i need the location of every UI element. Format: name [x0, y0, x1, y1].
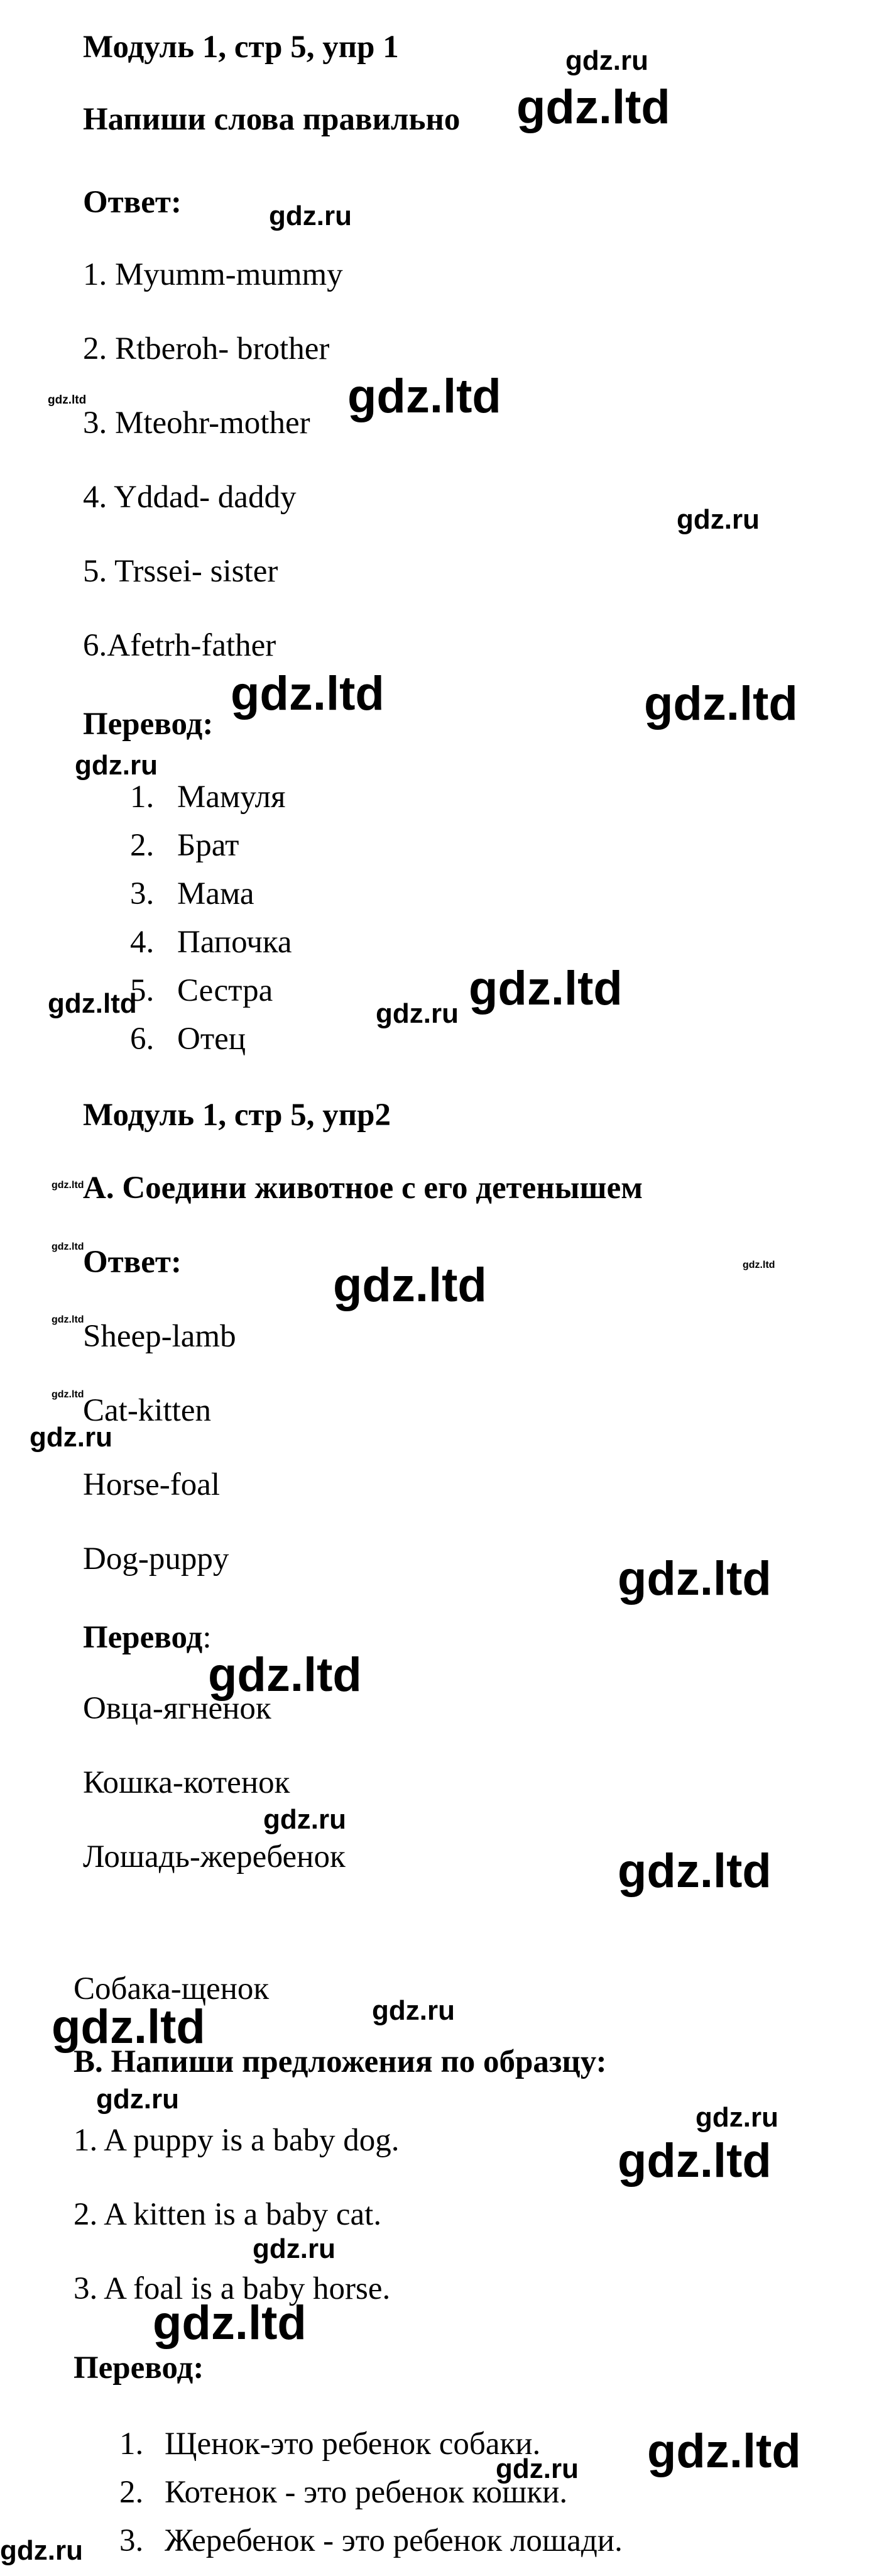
answer-item: 6.Afetrh-father	[83, 628, 276, 663]
section1-answer-label: Ответ:	[83, 185, 182, 220]
answer-item: 4. Yddad- daddy	[83, 480, 297, 515]
translation-number: 3.	[119, 2523, 144, 2558]
watermark: gdz.ltd	[48, 394, 87, 407]
watermark: gdz.ltd	[618, 2134, 772, 2188]
sentence-item: 2. A kitten is a baby cat.	[74, 2197, 382, 2232]
translation-number: 1.	[119, 2426, 144, 2462]
answer-item: 5. Trssei- sister	[83, 554, 278, 589]
section2-task-b: B. Напиши предложения по образцу:	[74, 2044, 607, 2079]
translation-number: 3.	[130, 876, 155, 911]
watermark: gdz.ru	[372, 1995, 455, 2026]
translation-number: 4.	[130, 925, 155, 960]
section2-header: Модуль 1, стр 5, упр2	[83, 1098, 391, 1133]
section2-answer-label: Ответ:	[83, 1245, 182, 1280]
watermark: gdz.ru	[496, 2453, 579, 2484]
translation-label-colon: :	[202, 1620, 212, 1655]
translation-item: Мамуля	[177, 779, 286, 815]
watermark: gdz.ltd	[208, 1648, 362, 1702]
watermark: gdz.ltd	[231, 667, 385, 720]
watermark: gdz.ru	[695, 2102, 778, 2133]
watermark: gdz.ltd	[618, 1844, 772, 1898]
translation-label-text: Перевод	[83, 1620, 203, 1655]
animal-pair: Horse-foal	[83, 1467, 221, 1502]
watermark: gdz.ru	[677, 504, 760, 535]
translation-item: Брат	[177, 828, 239, 863]
animal-pair-translation: Овца-ягненок	[83, 1691, 271, 1726]
section2-task-a: A. Соедини животное с его детенышем	[83, 1170, 643, 1206]
watermark: gdz.ltd	[469, 962, 623, 1015]
translation-item: Отец	[177, 1021, 246, 1057]
watermark: gdz.ltd	[647, 2425, 801, 2478]
watermark: gdz.ru	[30, 1422, 112, 1453]
watermark: gdz.ru	[376, 998, 459, 1029]
translation-number: 1.	[130, 779, 155, 815]
watermark: gdz.ru	[263, 1804, 346, 1835]
translation-item: Мама	[177, 876, 254, 911]
sentence-translation: Жеребенок - это ребенок лошади.	[165, 2523, 623, 2558]
answer-item: 1. Myumm-mummy	[83, 257, 343, 292]
watermark: gdz.ltd	[52, 1241, 84, 1252]
animal-pair: Sheep-lamb	[83, 1319, 236, 1354]
watermark: gdz.ltd	[52, 1389, 84, 1400]
translation-item: Сестра	[177, 973, 273, 1008]
section1-header: Модуль 1, стр 5, упр 1	[83, 30, 399, 65]
watermark: gdz.ru	[0, 2535, 83, 2566]
watermark: gdz.ru	[565, 45, 648, 76]
animal-pair-translation: Лошадь-жеребенок	[83, 1839, 346, 1874]
sentence-translation: Щенок-это ребенок собаки.	[165, 2426, 541, 2462]
translation-number: 2.	[130, 828, 155, 863]
watermark: gdz.ltd	[52, 1314, 84, 1325]
section1-translation-label: Перевод:	[83, 707, 214, 742]
translation-number: 6.	[130, 1021, 155, 1057]
animal-pair: Cat-kitten	[83, 1393, 211, 1428]
watermark: gdz.ru	[269, 201, 352, 231]
section2-translation-label-b: Перевод:	[74, 2350, 204, 2386]
animal-pair-translation: Кошка-котенок	[83, 1765, 290, 1800]
watermark: gdz.ltd	[644, 677, 798, 730]
answer-item: 2. Rtberoh- brother	[83, 331, 330, 366]
watermark: gdz.ru	[253, 2233, 335, 2264]
watermark: gdz.ru	[75, 750, 158, 781]
watermark: gdz.ru	[96, 2084, 179, 2115]
animal-pair: Dog-puppy	[83, 1541, 229, 1577]
watermark: gdz.ltd	[333, 1258, 487, 1312]
sentence-item: 3. A foal is a baby horse.	[74, 2271, 391, 2306]
translation-number: 5.	[130, 973, 155, 1008]
sentence-translation: Котенок - это ребенок кошки.	[165, 2475, 568, 2510]
watermark: gdz.ltd	[52, 2000, 205, 2054]
watermark: gdz.ltd	[743, 1260, 775, 1270]
translation-item: Папочка	[177, 925, 292, 960]
watermark: gdz.ltd	[153, 2296, 307, 2350]
section1-task: Напиши слова правильно	[83, 102, 461, 137]
answer-item: 3. Mteohr-mother	[83, 405, 310, 441]
watermark: gdz.ltd	[52, 1180, 84, 1191]
sentence-item: 1. A puppy is a baby dog.	[74, 2123, 400, 2158]
watermark: gdz.ltd	[48, 988, 137, 1019]
animal-pair-translation: Собака-щенок	[74, 1971, 270, 2006]
watermark: gdz.ltd	[618, 1552, 772, 1605]
section2-translation-label	[83, 1622, 212, 1654]
watermark: gdz.ltd	[516, 80, 670, 134]
watermark: gdz.ltd	[347, 370, 501, 423]
translation-number: 2.	[119, 2475, 144, 2510]
